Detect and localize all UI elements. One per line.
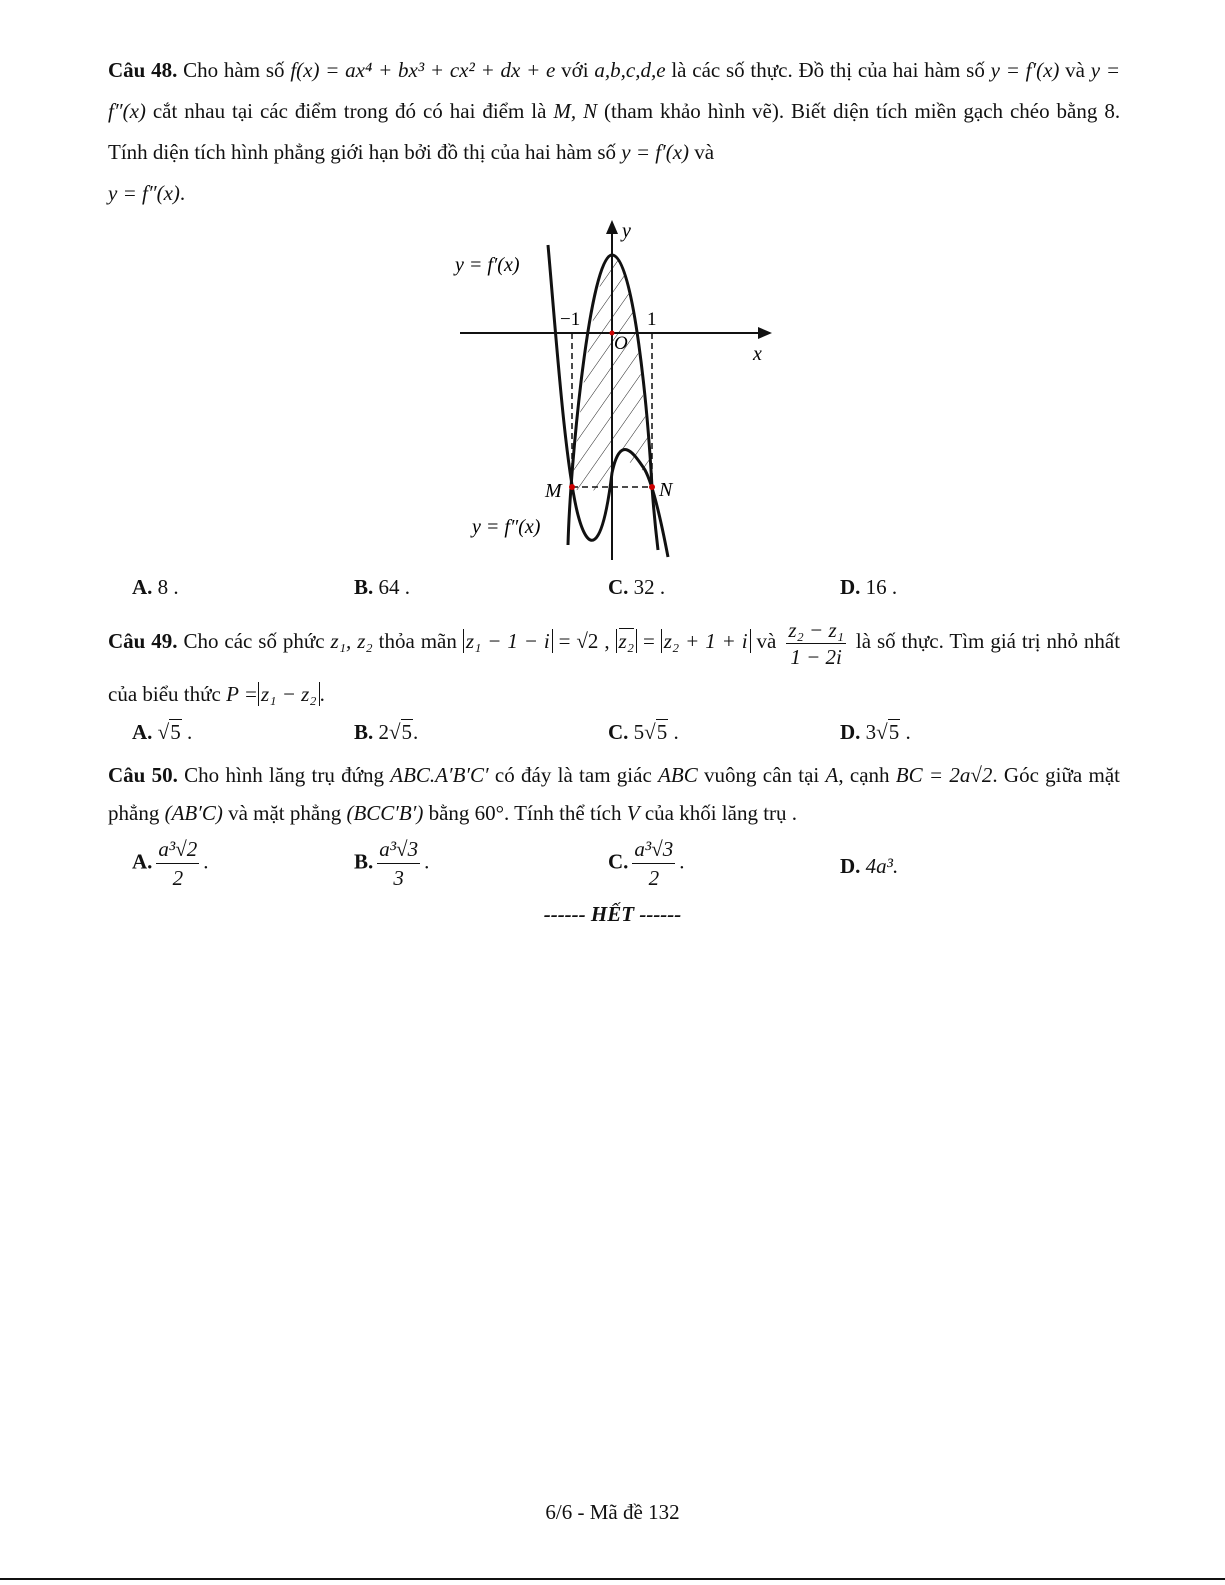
label-f-double-prime: y = f″(x)	[472, 516, 541, 538]
function-definition: f(x) = ax⁴ + bx³ + cx² + dx + e	[290, 58, 556, 82]
question-49: Câu 49. Cho các số phức z₁, z₂ thỏa mãn z₁ − 1 − i = √2 , z₂ = z₂ + 1 + i và $\frac{\text{z₂ − z₁}}{1 - 2i}$ là số thực. Tìm giá trị nhỏ nhất của biểu thức P = z₁ − z₂ .	[108, 617, 1121, 706]
end-marker: ------ HẾT ------	[543, 902, 682, 926]
bottom-rule	[0, 1578, 1225, 1580]
question-50: Câu 50. Cho hình lăng trụ đứng ABC.A′B′C′ có đáy là tam giác ABC vuông cân tại A, cạnh BC = 2a√2. Góc giữa mặt phẳng (AB′C) và mặt phẳng (BCC′B′) bằng 60°. Tính thể tích V của khối lăng trụ .	[108, 763, 1120, 825]
question-label: Câu 50.	[108, 763, 178, 787]
label-origin: O	[614, 333, 628, 354]
tick-label-neg1: −1	[560, 309, 581, 330]
question-label: Câu 48.	[108, 58, 178, 82]
option-d[interactable]: D. 3√5 .	[840, 720, 911, 744]
label-m: M	[545, 480, 562, 502]
q50-options	[108, 836, 1120, 898]
page-footer: 6/6 - Mã đề 132	[545, 1500, 680, 1524]
option-a[interactable]: A. √5 .	[132, 720, 193, 744]
q48-options	[108, 575, 1120, 605]
point-n-dot	[649, 484, 655, 490]
fraction: $\frac{\text{z₂ − z₁}}{1 - 2i}$	[788, 617, 844, 669]
point-m-dot	[569, 484, 575, 490]
option-b[interactable]: B. $\frac{\text{a³√3}}{3}$ .	[354, 837, 430, 890]
option-b[interactable]: B. 2√5.	[354, 720, 419, 744]
label-y: y	[622, 220, 631, 242]
option-d[interactable]: D. 16 .	[840, 575, 898, 599]
question-48: Câu 48. Cho hàm số f(x) = ax⁴ + bx³ + cx² + dx + e với a,b,c,d,e là các số thực. Đồ thị của hai hàm số y = f′(x) và y = f″(x) cắt nhau tại các điểm trong đó có hai điểm là M, N (tham khảo hình vẽ). Biết diện tích miền gạch chéo bằng 8. Tính diện tích hình phẳng giới hạn bởi đồ thị của hai hàm số y = f′(x) và y = f″(x).	[108, 58, 1121, 205]
question-label: Câu 49.	[108, 629, 178, 653]
label-f-prime: y = f′(x)	[455, 254, 520, 276]
tick-label-1: 1	[647, 309, 657, 330]
option-b[interactable]: B. 64 .	[354, 575, 411, 599]
option-a[interactable]: A. 8 .	[132, 575, 179, 599]
option-c[interactable]: C. $\frac{\text{a³√3}}{2}$ .	[608, 837, 685, 890]
x-axis-arrow	[758, 327, 772, 339]
option-c[interactable]: C. 5√5 .	[608, 720, 679, 744]
label-n: N	[659, 479, 673, 501]
label-x: x	[753, 343, 762, 365]
function-graph	[0, 215, 1225, 575]
y-axis-arrow	[606, 220, 618, 234]
option-d[interactable]: D. 4a³.	[840, 854, 899, 878]
option-c[interactable]: C. 32 .	[608, 575, 666, 599]
q49-options	[108, 720, 1120, 750]
option-a[interactable]: A. $\frac{\text{a³√2}}{2}$ .	[132, 837, 209, 890]
